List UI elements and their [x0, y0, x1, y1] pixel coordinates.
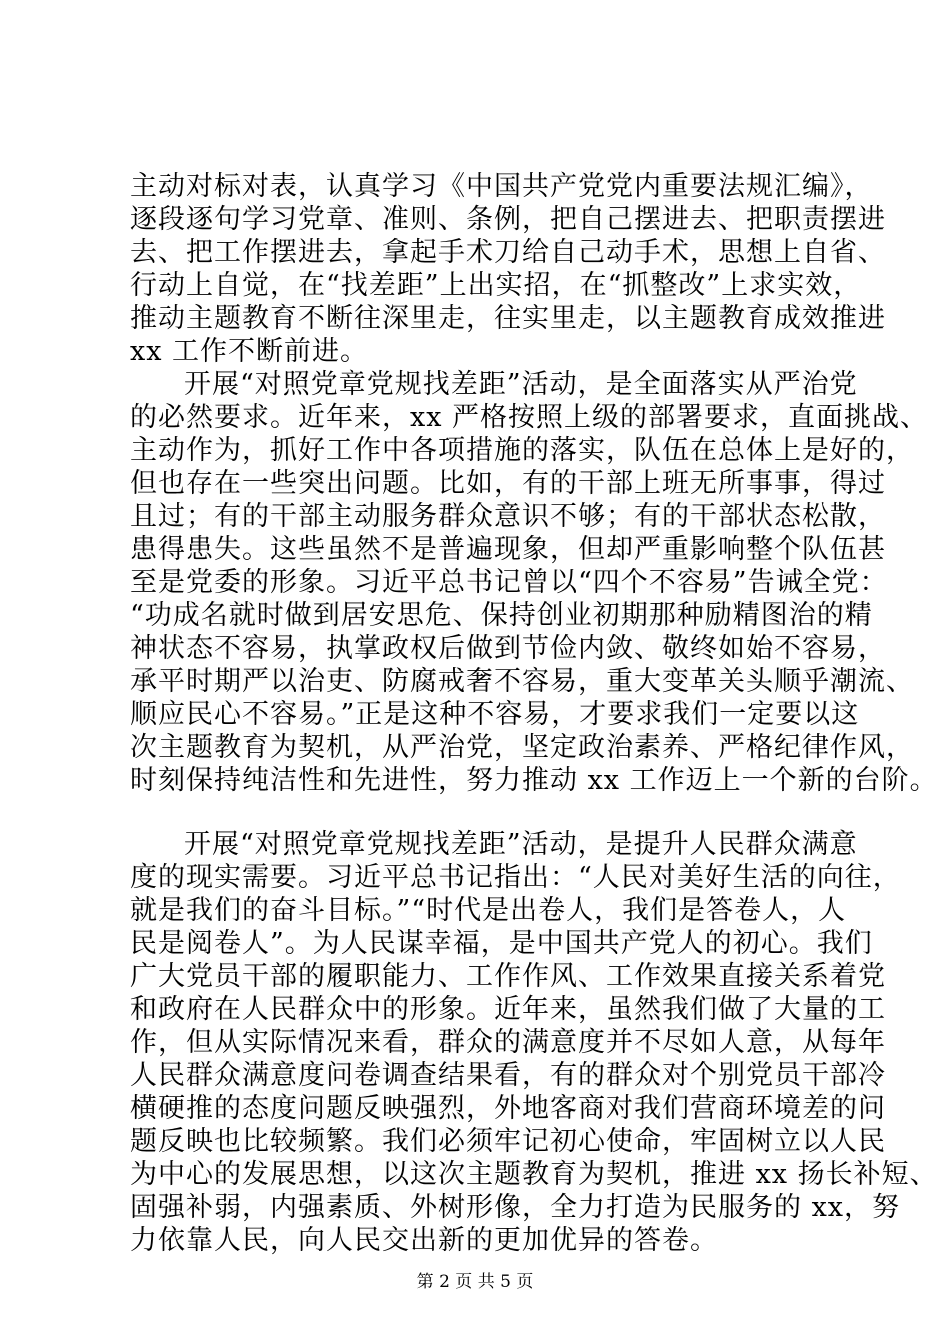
paragraph: [130, 170, 886, 368]
text-line: 度的现实需要。习近平总书记指出：“人民对美好生活的向往，: [130, 862, 901, 893]
text-line: 至是党委的形象。习近平总书记曾以“四个不容易”告诫全党：: [130, 567, 888, 598]
text-line: 横硬推的态度问题反映强烈，外地客商对我们营商环境差的问: [130, 1093, 886, 1124]
text-line: 主动对标对表，认真学习《中国共产党党内重要法规汇编》，: [130, 171, 873, 202]
text-line: 民是阅卷人”。为人民谋幸福，是中国共产党人的初心。我们: [130, 928, 873, 959]
text-line: “功成名就时做到居安思危、保持创业初期那种励精图治的精: [130, 600, 873, 631]
text-line: 人民群众满意度问卷调查结果看，有的群众对个别党员干部冷: [130, 1060, 886, 1091]
text-line: 神状态不容易，执掌政权后做到节俭内敛、敬终如始不容易，: [130, 633, 886, 664]
text-line: 的必然要求。近年来，xx 严格按照上级的部署要求，直面挑战、: [130, 402, 929, 433]
text-line: 为中心的发展思想，以这次主题教育为契机，推进 xx 扬长补短、: [130, 1159, 938, 1190]
text-line: 作，但从实际情况来看，群众的满意度并不尽如人意，从每年: [130, 1027, 886, 1058]
text-line: 承平时期严以治吏、防腐戒奢不容易，重大变革关头顺乎潮流、: [130, 666, 914, 697]
text-line: 次主题教育为契机，从严治党，坚定政治素养、严格纪律作风，: [130, 732, 914, 763]
text-line: 逐段逐句学习党章、准则、条例，把自己摆进去、把职责摆进: [130, 204, 886, 235]
paragraph: [130, 828, 938, 1257]
text-line: 固强补弱，内强素质、外树形像，全力打造为民服务的 xx，努: [130, 1192, 901, 1223]
text-line: 就是我们的奋斗目标。”“时代是出卷人，我们是答卷人，人: [130, 895, 847, 926]
text-line: 且过；有的干部主动服务群众意识不够；有的干部状态松散，: [130, 501, 886, 532]
text-line: 广大党员干部的履职能力、工作作风、工作效果直接关系着党: [130, 961, 886, 992]
text-line: 题反映也比较频繁。我们必须牢记初心使命，牢固树立以人民: [130, 1126, 886, 1157]
text-line: 推动主题教育不断往深里走，往实里走，以主题教育成效推进: [130, 303, 886, 334]
text-line: 开展“对照党章党规找差距”活动，是提升人民群众满意: [184, 829, 858, 860]
text-line: 去、把工作摆进去，拿起手术刀给自己动手术，思想上自省、: [130, 237, 886, 268]
document-body: [130, 170, 938, 1257]
text-line: 行动上自觉，在“找差距”上出实招，在“抓整改”上求实效，: [130, 270, 862, 301]
text-line: 时刻保持纯洁性和先进性，努力推动 xx 工作迈上一个新的台阶。: [130, 765, 938, 796]
text-line: 患得患失。这些虽然不是普遍现象，但却严重影响整个队伍甚: [130, 534, 886, 565]
page-number-footer: 第 2 页 共 5 页: [416, 1272, 534, 1292]
text-line: 顺应民心不容易。”正是这种不容易，才要求我们一定要以这: [130, 699, 860, 730]
paragraph: [130, 368, 938, 797]
paragraph-spacer: [130, 797, 830, 828]
text-line: 主动作为，抓好工作中各项措施的落实，队伍在总体上是好的，: [130, 435, 914, 466]
text-line: 开展“对照党章党规找差距”活动，是全面落实从严治党: [184, 369, 858, 400]
text-line: 力依靠人民，向人民交出新的更加优异的答卷。: [130, 1225, 718, 1256]
text-line: 和政府在人民群众中的形象。近年来，虽然我们做了大量的工: [130, 994, 886, 1025]
text-line: xx 工作不断前进。: [130, 336, 369, 367]
text-line: 但也存在一些突出问题。比如，有的干部上班无所事事，得过: [130, 468, 886, 499]
